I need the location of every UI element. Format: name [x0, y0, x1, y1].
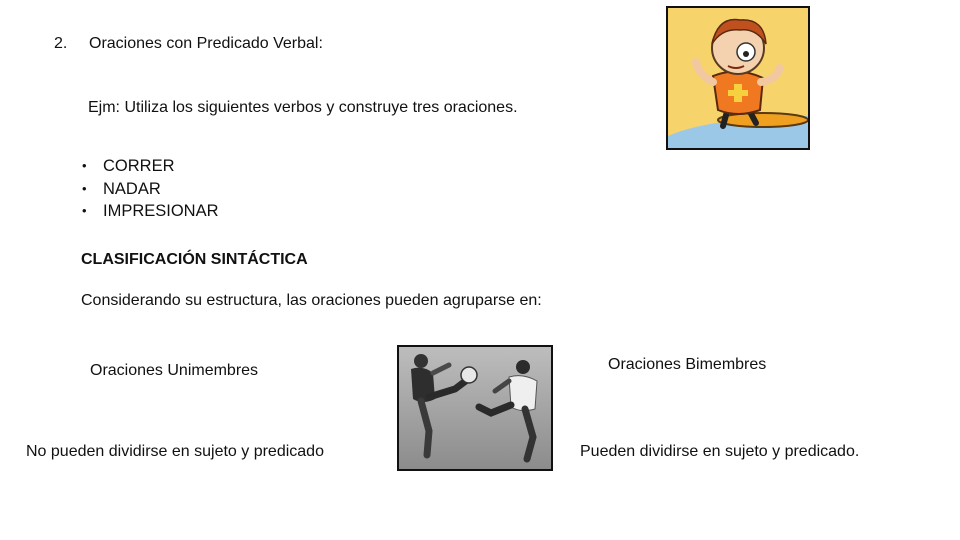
example-instruction: Ejm: Utiliza los siguientes verbos y construye tres oraciones. [88, 99, 518, 116]
cartoon-illustration [666, 6, 810, 150]
soccer-players-icon [399, 347, 551, 469]
cartoon-surfer-icon [668, 8, 808, 148]
soccer-photo [397, 345, 553, 471]
heading-number: 2. [54, 35, 68, 52]
list-item: • NADAR [82, 179, 161, 198]
unimembres-description: No pueden dividirse en sujeto y predicado [26, 443, 324, 460]
verb-list [82, 155, 219, 223]
unimembres-title: Oraciones Unimembres [90, 362, 259, 379]
section-title: CLASIFICACIÓN SINTÁCTICA [81, 251, 308, 268]
list-item: • CORRER [82, 157, 175, 175]
bimembres-description: Pueden dividirse en sujeto y predicado. [580, 443, 860, 460]
intro-text: Considerando su estructura, las oraciones pueden agruparse en: [81, 292, 542, 309]
heading-title: Oraciones con Predicado Verbal: [89, 35, 323, 52]
bimembres-title: Oraciones Bimembres [608, 356, 767, 373]
list-item: • IMPRESIONAR [82, 202, 219, 220]
